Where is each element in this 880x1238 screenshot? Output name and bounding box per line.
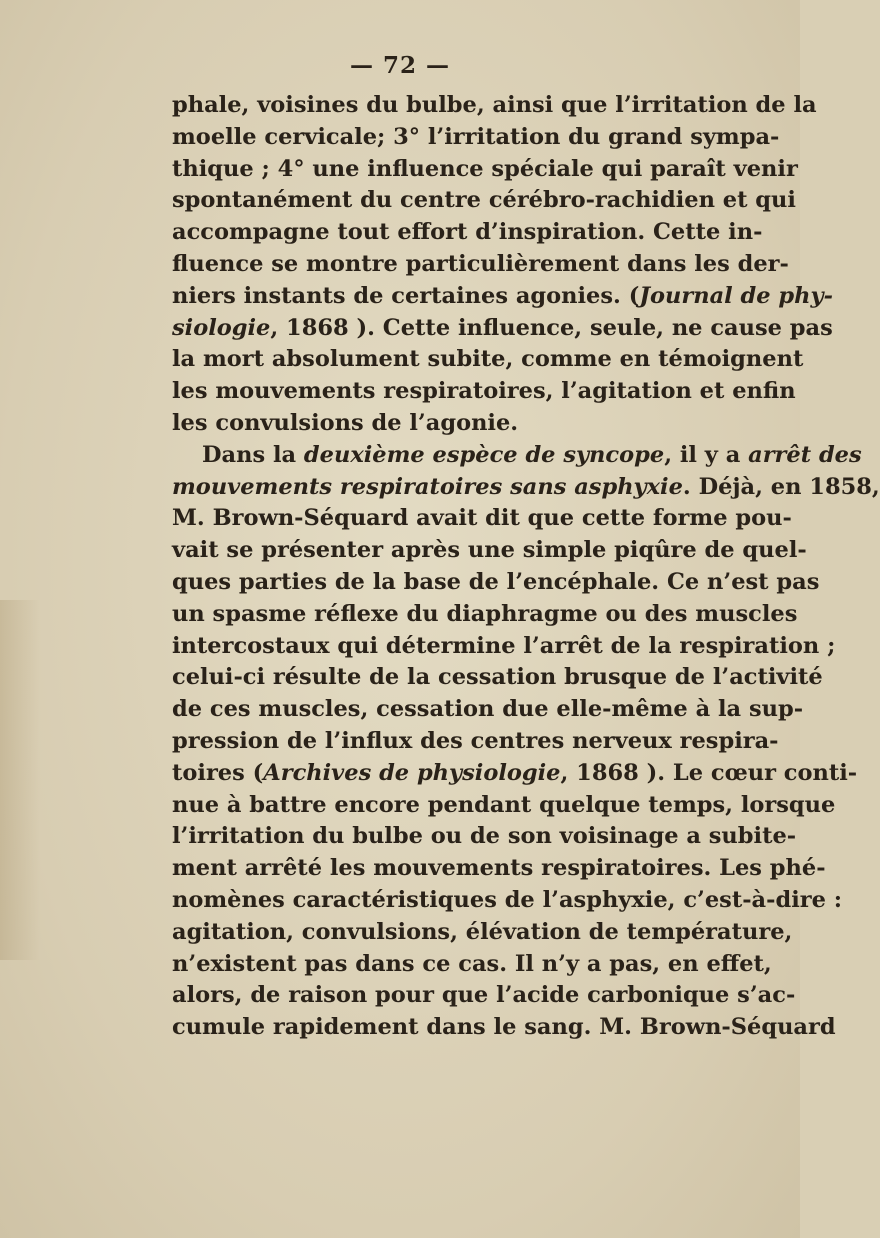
text-line (172, 853, 826, 885)
text-segment: ment arrêté les mouvements respiratoires. Les phé- (172, 855, 826, 882)
text-line (172, 599, 798, 631)
text-segment: spontanément du centre cérébro-rachidien et qui (172, 187, 796, 214)
text-segment: les mouvements respiratoires, l’agitation et enfin (172, 378, 796, 405)
text-line (172, 885, 843, 917)
text-line (172, 662, 823, 694)
text-segment: moelle cervicale; 3° l’irritation du grand sympa- (172, 123, 780, 150)
text-segment: cumule rapidement dans le sang. M. Brown-Séquard (172, 1014, 836, 1041)
text-segment: Dans la (202, 441, 304, 468)
text-segment: , il y a (664, 441, 749, 468)
text-line (172, 503, 792, 535)
text-segment: . Déjà, en 1858, (682, 473, 880, 500)
italic-text: arrêt des (748, 441, 862, 468)
text-segment: vait se présenter après une simple piqûre de quel- (172, 537, 807, 564)
text-line (172, 631, 836, 663)
text-segment: de ces muscles, cessation due elle-même à la sup- (172, 696, 804, 723)
text-segment: toires ( (172, 759, 264, 786)
text-segment: celui-ci résulte de la cessation brusque de l’activité (172, 664, 823, 691)
text-segment: niers instants de certaines agonies. ( (172, 282, 640, 309)
text-segment: M. Brown-Séquard avait dit que cette forme pou- (172, 505, 792, 532)
text-segment: n’existent pas dans ce cas. Il n’y a pas, en effet, (172, 950, 772, 977)
text-line (172, 758, 858, 790)
text-segment: fluence se montre particulièrement dans les der- (172, 250, 789, 277)
paper-stain (0, 600, 40, 960)
text-line (172, 726, 779, 758)
text-line (172, 567, 820, 599)
text-segment: intercostaux qui détermine l’arrêt de la respiration ; (172, 632, 836, 659)
body-text (172, 90, 880, 1044)
text-line (172, 249, 789, 281)
text-segment: la mort absolument subite, comme en témoignent (172, 346, 804, 373)
text-line (172, 122, 780, 154)
text-line (172, 408, 727, 440)
text-segment: nomènes caractéristiques de l’asphyxie, c’est-à-dire : (172, 886, 843, 913)
italic-text: deuxième espèce de syncope (303, 441, 665, 468)
text-line (172, 185, 796, 217)
text-line (172, 790, 836, 822)
text-line (172, 694, 804, 726)
text-line (172, 949, 772, 981)
text-segment: accompagne tout effort d’inspiration. Cette in- (172, 219, 763, 246)
text-segment: nue à battre encore pendant quelque temps, lorsque (172, 791, 836, 818)
text-line (172, 90, 817, 122)
italic-text: siologie (172, 314, 271, 341)
text-segment: thique ; 4° une influence spéciale qui paraît venir (172, 155, 798, 182)
text-line (172, 821, 797, 853)
text-line (172, 472, 880, 504)
italic-text: Journal de phy- (639, 282, 833, 309)
italic-text: mouvements respiratoires sans asphyxie (172, 473, 683, 500)
text-line (172, 154, 798, 186)
text-line (172, 313, 833, 345)
page-number: — 72 — (349, 52, 451, 79)
text-segment: alors, de raison pour que l’acide carbonique s’ac- (172, 982, 796, 1009)
text-segment: agitation, convulsions, élévation de température, (172, 918, 793, 945)
text-segment: , 1868 ). Le cœur conti- (560, 759, 858, 786)
italic-text: Archives de physiologie (263, 759, 561, 786)
text-line (172, 535, 807, 567)
text-line (172, 281, 833, 313)
text-segment: ques parties de la base de l’encéphale. Ce n’est pas (172, 568, 820, 595)
text-line (172, 980, 796, 1012)
text-line (172, 917, 793, 949)
text-line (172, 217, 763, 249)
text-line (172, 376, 796, 408)
text-segment: phale, voisines du bulbe, ainsi que l’irritation de la (172, 92, 817, 118)
text-line (172, 344, 804, 376)
text-segment: un spasme réflexe du diaphragme ou des muscles (172, 600, 798, 627)
text-line (172, 440, 862, 472)
text-line (172, 1012, 836, 1044)
text-segment: les convulsions de l’agonie. (172, 409, 519, 436)
text-segment: l’irritation du bulbe ou de son voisinage a subite- (172, 823, 797, 850)
text-segment: , 1868 ). Cette influence, seule, ne cause pas (270, 314, 833, 341)
text-segment: pression de l’influx des centres nerveux respira- (172, 727, 779, 754)
